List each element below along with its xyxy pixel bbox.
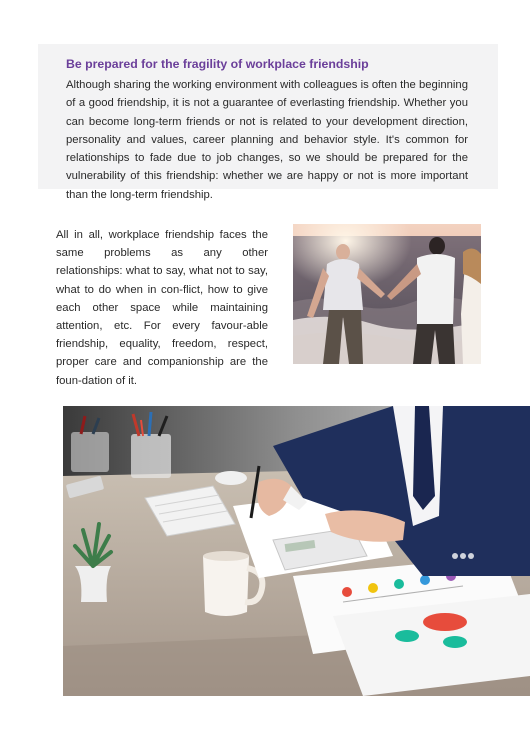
beach-friends-image: [293, 224, 481, 364]
callout-body: Although sharing the working environment with colleagues is often the beginning of a good friendship, it is not a guarantee of everlasting friendship. Whether you can become long-term friends or not is related to your development direction, personality and values, career planning and behavior style. It's common for relationships to fade due to job changes, so we should be prepared for the vulnerability of this friendship: whether we are happy or not is more important than the long-term friendship.: [66, 79, 468, 201]
callout-box: [38, 44, 498, 201]
office-desk-image: [63, 406, 530, 696]
callout-title: Be prepared for the fragility of workplace friendship: [66, 57, 369, 71]
body-paragraph: All in all, workplace friendship faces the same problems as any other relationships: what to say, what not to say, what to do when in con-flict, how to give each other space while maintaining attention, etc. For every favour-able friendship, equality, freedom, respect, proper care and companionship are the foun-dation of it.: [56, 229, 268, 387]
